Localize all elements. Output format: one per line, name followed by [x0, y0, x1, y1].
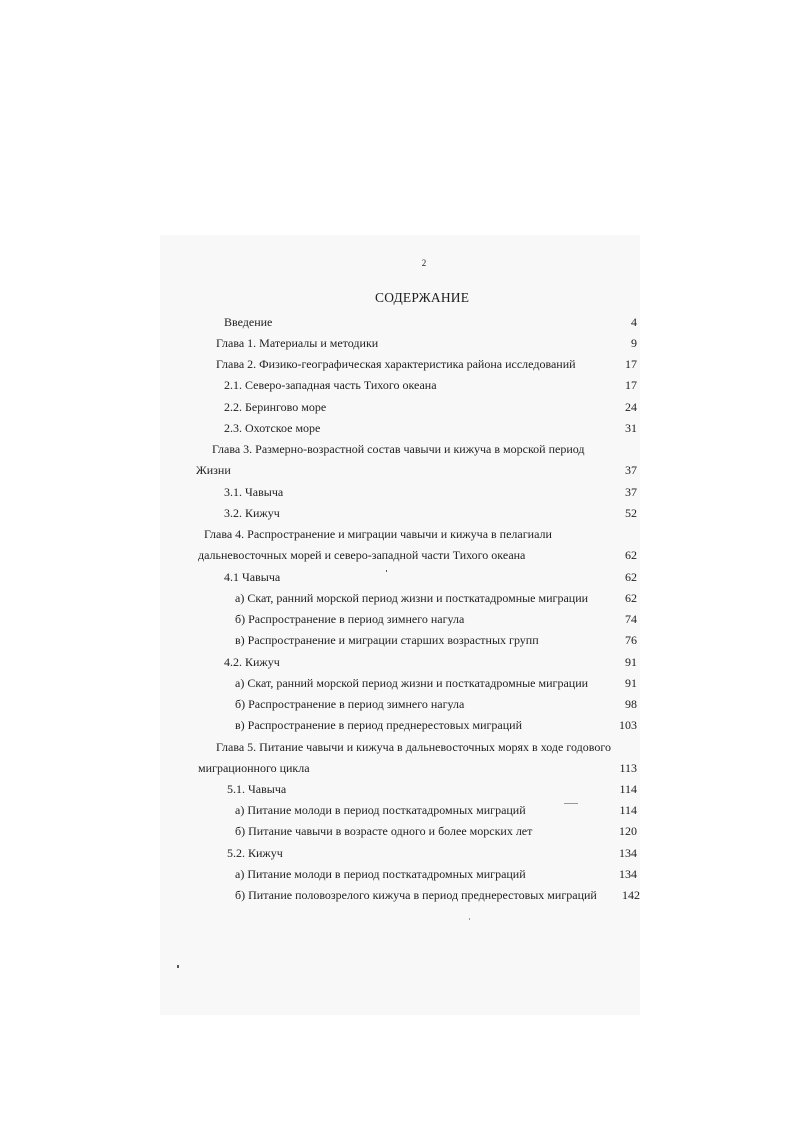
toc-entry-title: б) Распространение в период зимнего нагула — [235, 697, 465, 711]
toc-entry-page: 142 — [622, 888, 640, 902]
toc-entry — [224, 314, 637, 330]
toc-entry — [212, 441, 637, 457]
toc-entry-page: 114 — [619, 782, 637, 796]
toc-entry — [216, 356, 637, 372]
scan-speck — [386, 570, 387, 572]
toc-entry-title: 4.2. Кижуч — [224, 655, 280, 669]
toc-entry-title: миграционного цикла — [198, 761, 310, 775]
toc-entry-title: 2.3. Охотское море — [224, 421, 321, 435]
toc-title: СОДЕРЖАНИЕ — [375, 290, 470, 305]
toc-entry-title: а) Скат, ранний морской период жизни и посткатадромные миграции — [235, 676, 589, 690]
toc-entry — [235, 866, 637, 882]
toc-entry-page: 98 — [625, 697, 637, 711]
toc-entry — [224, 420, 637, 436]
toc-entry — [235, 717, 637, 733]
toc-entry-page: 62 — [625, 548, 637, 562]
toc-entry — [216, 335, 637, 351]
toc-entry-page: 91 — [625, 676, 637, 690]
toc-entry — [196, 462, 637, 478]
toc-entry-page: 76 — [625, 633, 637, 647]
toc-entry-title: 4.1 Чавыча — [224, 570, 281, 584]
toc-entry — [224, 654, 637, 670]
toc-entry-title: б) Питание половозрелого кижуча в период преднерестовых миграций — [235, 888, 597, 902]
toc-entry-page: 113 — [619, 761, 637, 775]
toc-entry-title: Глава 5. Питание чавычи и кижуча в дальневосточных морях в ходе годового — [216, 740, 611, 754]
toc-entry-title: б) Питание чавычи в возрасте одного и более морских лет — [235, 824, 533, 838]
toc-entry — [235, 887, 640, 903]
toc-entry-page: 4 — [631, 315, 637, 329]
toc-entry-title: 2.2. Берингово море — [224, 400, 327, 414]
toc-entry-page: 24 — [625, 400, 637, 414]
toc-entry-title: а) Питание молоди в период посткатадромных миграций — [235, 867, 526, 881]
toc-entry — [235, 802, 637, 818]
toc-entry — [204, 526, 637, 542]
toc-entry-page: 120 — [619, 824, 637, 838]
toc-entry-title: 3.2. Кижуч — [224, 506, 280, 520]
toc-entry-title: 5.2. Кижуч — [227, 846, 283, 860]
toc-entry — [224, 569, 637, 585]
toc-entry-title: 2.1. Северо-западная часть Тихого океана — [224, 378, 437, 392]
toc-entry-page: 62 — [625, 570, 637, 584]
toc-entry — [235, 590, 637, 606]
toc-entry-title: б) Распространение в период зимнего нагула — [235, 612, 465, 626]
toc-entry — [235, 696, 637, 712]
toc-entry — [235, 632, 637, 648]
toc-entry-title: а) Скат, ранний морской период жизни и посткатадромные миграции — [235, 591, 589, 605]
scan-speck — [177, 965, 179, 968]
toc-entry-title: в) Распространение в период преднерестовых миграций — [235, 718, 523, 732]
toc-entry — [235, 823, 637, 839]
toc-entry-title: Глава 2. Физико-географическая характеристика района исследований — [216, 357, 576, 371]
toc-entry-title: Глава 3. Размерно-возрастной состав чавычи и кижуча в морской период — [212, 442, 585, 456]
toc-entry-page: 9 — [631, 336, 637, 350]
toc-entry-title: 3.1. Чавыча — [224, 485, 284, 499]
toc-entry — [235, 611, 637, 627]
toc-entry-page: 31 — [625, 421, 637, 435]
toc-entry — [227, 781, 637, 797]
scan-speck — [469, 918, 470, 920]
toc-entry-title: Глава 1. Материалы и методики — [216, 336, 379, 350]
toc-entry-title: в) Распространение и миграции старших возрастных групп — [235, 633, 539, 647]
toc-entry — [227, 845, 637, 861]
toc-entry-title: Введение — [224, 315, 273, 329]
toc-entry-page: 17 — [625, 378, 637, 392]
toc-entry-title: 5.1. Чавыча — [227, 782, 287, 796]
toc-entry — [224, 484, 637, 500]
toc-entry — [224, 399, 637, 415]
toc-entry-page: 91 — [625, 655, 637, 669]
toc-entry-page: 37 — [625, 463, 637, 477]
toc-entry-page: 17 — [625, 357, 637, 371]
toc-entry-title: а) Питание молоди в период посткатадромных миграций — [235, 803, 526, 817]
page-number: 2 — [421, 258, 427, 268]
toc-entry-title: дальневосточных морей и северо-западной части Тихого океана — [198, 548, 526, 562]
toc-entry — [198, 760, 637, 776]
toc-entry — [198, 547, 637, 563]
toc-entry-page: 103 — [619, 718, 637, 732]
toc-entry — [235, 675, 637, 691]
toc-entry-page: 134 — [619, 867, 637, 881]
toc-entry — [224, 505, 637, 521]
toc-entry-page: 134 — [619, 846, 637, 860]
toc-entry-page: 114 — [619, 803, 637, 817]
toc-entry-page: 74 — [625, 612, 637, 626]
toc-entry-title: Жизни — [196, 463, 231, 477]
toc-entry-page: 52 — [625, 506, 637, 520]
toc-entry-title: Глава 4. Распространение и миграции чавычи и кижуча в пелагиали — [204, 527, 552, 541]
toc-entry — [216, 739, 637, 755]
scan-speck — [564, 803, 578, 804]
toc-entry — [224, 377, 637, 393]
toc-entry-page: 37 — [625, 485, 637, 499]
toc-entry-page: 62 — [625, 591, 637, 605]
